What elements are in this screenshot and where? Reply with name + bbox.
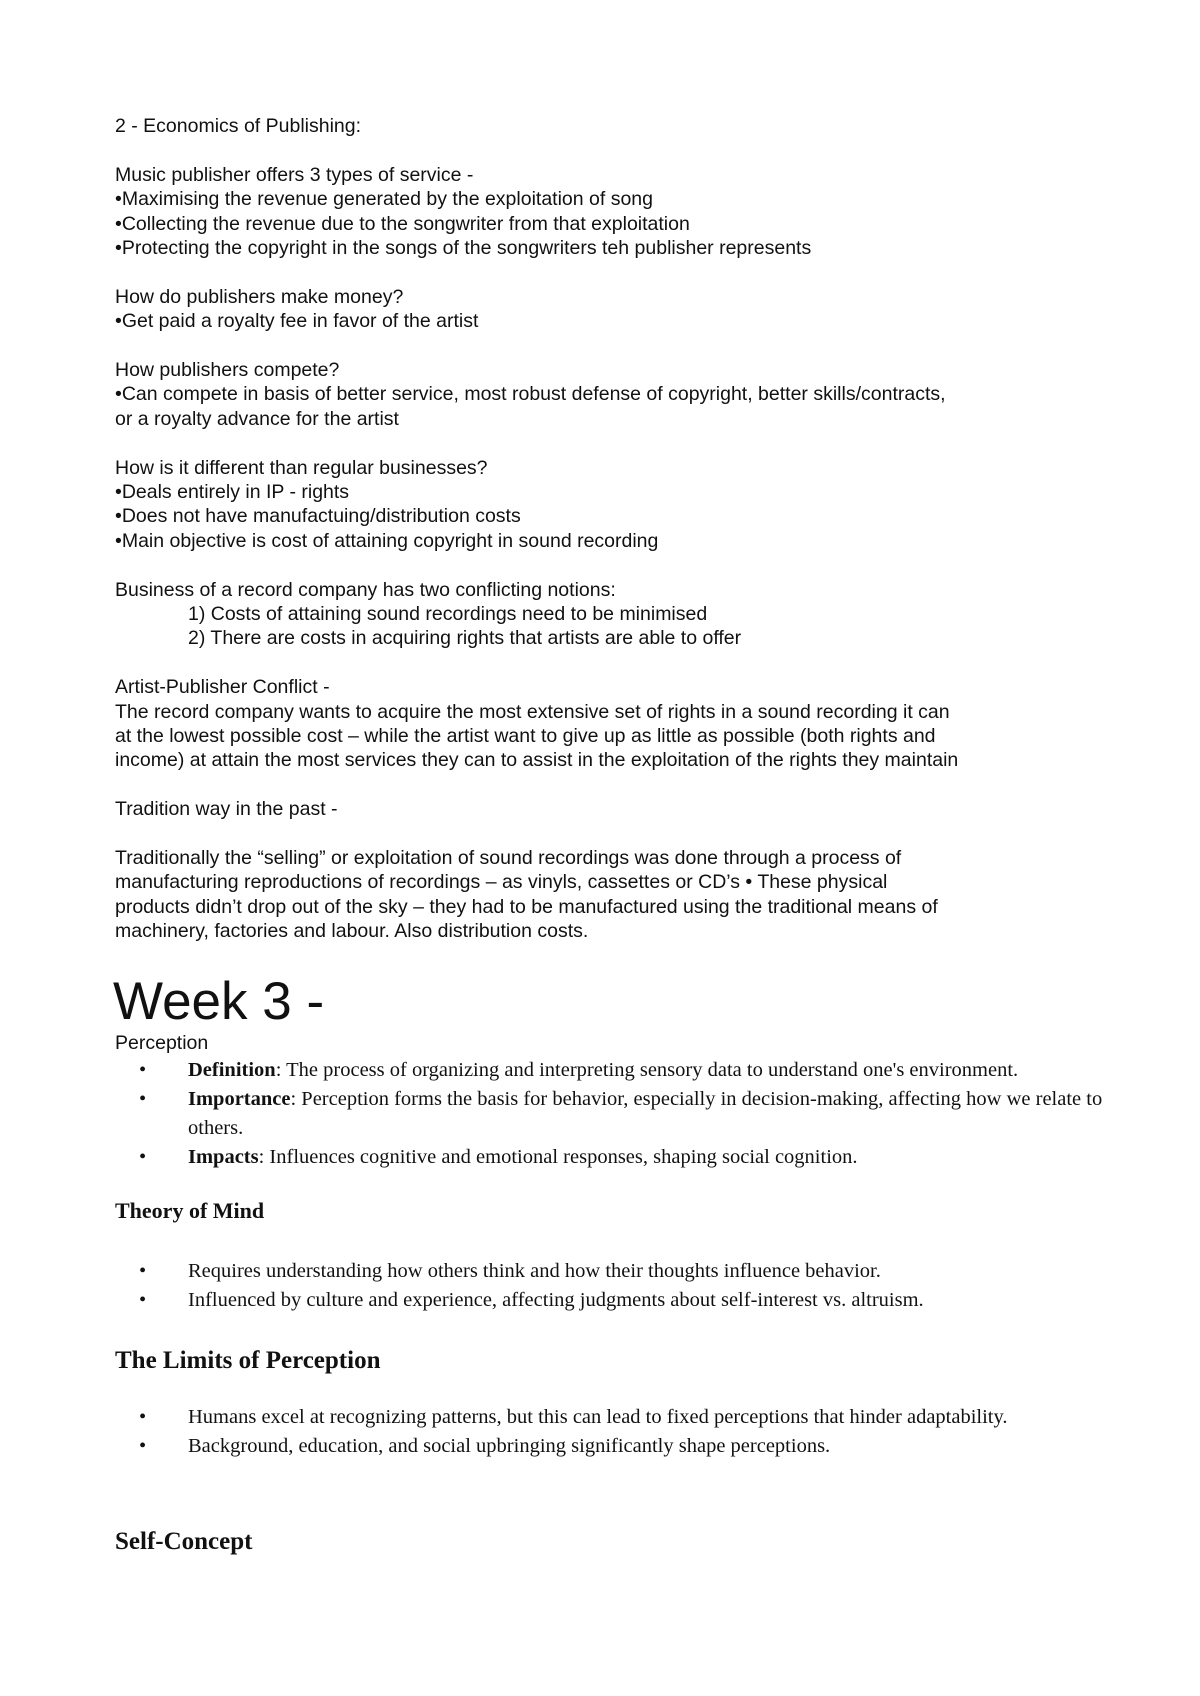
week-subtitle: Perception bbox=[115, 1032, 209, 1054]
bullet-icon: • bbox=[139, 1406, 147, 1428]
compete-answer-cont: or a royalty advance for the artist bbox=[115, 407, 399, 430]
conflict-text: at the lowest possible cost – while the artist want to give up as little as possible (both rights and bbox=[115, 725, 936, 748]
tradition-heading: Tradition way in the past - bbox=[115, 798, 338, 821]
money-question: How do publishers make money? bbox=[115, 285, 404, 308]
difference-item: •Main objective is cost of attaining copyright in sound recording bbox=[115, 529, 659, 552]
bullet-icon: • bbox=[139, 1435, 147, 1457]
term-text: : Perception forms the basis for behavior, especially in decision-making, affecting how we relate to others. bbox=[188, 1088, 1103, 1139]
perception-list bbox=[115, 1056, 1115, 1172]
services-intro: Music publisher offers 3 types of service - bbox=[115, 163, 474, 186]
term-label: Importance bbox=[188, 1088, 291, 1110]
service-item: •Collecting the revenue due to the songwriter from that exploitation bbox=[115, 212, 690, 235]
item-text: Humans excel at recognizing patterns, but this can lead to fixed perceptions that hinder adaptability. bbox=[188, 1406, 1008, 1428]
list-item bbox=[115, 1143, 1115, 1172]
list-item bbox=[115, 1403, 1115, 1432]
service-item: •Protecting the copyright in the songs of the songwriters teh publisher represents bbox=[115, 237, 812, 260]
limits-list bbox=[115, 1403, 1115, 1461]
difference-item: •Does not have manufactuing/distribution costs bbox=[115, 505, 521, 528]
item-text: Background, education, and social upbringing significantly shape perceptions. bbox=[188, 1435, 831, 1457]
difference-question: How is it different than regular businesses? bbox=[115, 456, 488, 479]
tradition-text: manufacturing reproductions of recordings – as vinyls, cassettes or CD’s • These physical bbox=[115, 871, 888, 894]
conflict-text: The record company wants to acquire the most extensive set of rights in a sound recording it can bbox=[115, 700, 950, 723]
money-answer: •Get paid a royalty fee in favor of the artist bbox=[115, 310, 479, 333]
self-concept-heading: Self-Concept bbox=[115, 1528, 253, 1555]
theory-list bbox=[115, 1257, 1115, 1315]
tradition-text: Traditionally the “selling” or exploitation of sound recordings was done through a process of bbox=[115, 847, 902, 870]
tradition-text: machinery, factories and labour. Also distribution costs. bbox=[115, 920, 589, 943]
term-label: Impacts bbox=[188, 1146, 259, 1168]
week-title: Week 3 - bbox=[113, 972, 325, 1031]
list-item bbox=[115, 1056, 1115, 1085]
list-item bbox=[115, 1085, 1115, 1143]
compete-question: How publishers compete? bbox=[115, 359, 340, 382]
term-label: Definition bbox=[188, 1059, 276, 1081]
bullet-icon: • bbox=[139, 1260, 147, 1282]
bullet-icon: • bbox=[139, 1289, 147, 1311]
list-item bbox=[115, 1257, 1115, 1286]
economics-section bbox=[115, 114, 1115, 944]
conflict-heading: Artist-Publisher Conflict - bbox=[115, 676, 330, 699]
list-item bbox=[115, 1432, 1115, 1461]
compete-answer: •Can compete in basis of better service, most robust defense of copyright, better skills/contracts, bbox=[115, 383, 946, 406]
list-item bbox=[115, 1286, 1115, 1315]
theory-heading: Theory of Mind bbox=[115, 1198, 265, 1223]
term-text: : Influences cognitive and emotional responses, shaping social cognition. bbox=[258, 1146, 858, 1168]
conflict-text: income) at attain the most services they can to assist in the exploitation of the rights they maintain bbox=[115, 749, 959, 772]
bullet-icon: • bbox=[139, 1088, 147, 1110]
item-text: Influenced by culture and experience, affecting judgments about self-interest vs. altruism. bbox=[188, 1289, 924, 1311]
difference-item: •Deals entirely in IP - rights bbox=[115, 481, 350, 504]
tradition-text: products didn’t drop out of the sky – they had to be manufactured using the traditional means of bbox=[115, 895, 938, 918]
item-text: Requires understanding how others think and how their thoughts influence behavior. bbox=[188, 1260, 881, 1282]
business-item: 2) There are costs in acquiring rights that artists are able to offer bbox=[188, 627, 742, 650]
bullet-icon: • bbox=[139, 1059, 147, 1081]
limits-heading: The Limits of Perception bbox=[115, 1347, 381, 1374]
service-item: •Maximising the revenue generated by the exploitation of song bbox=[115, 188, 653, 211]
bullet-icon: • bbox=[139, 1146, 147, 1168]
term-text: : The process of organizing and interpreting sensory data to understand one's environment. bbox=[275, 1059, 1019, 1081]
section-heading: 2 - Economics of Publishing: bbox=[115, 115, 362, 137]
business-item: 1) Costs of attaining sound recordings need to be minimised bbox=[188, 603, 708, 626]
business-intro: Business of a record company has two conflicting notions: bbox=[115, 578, 616, 601]
